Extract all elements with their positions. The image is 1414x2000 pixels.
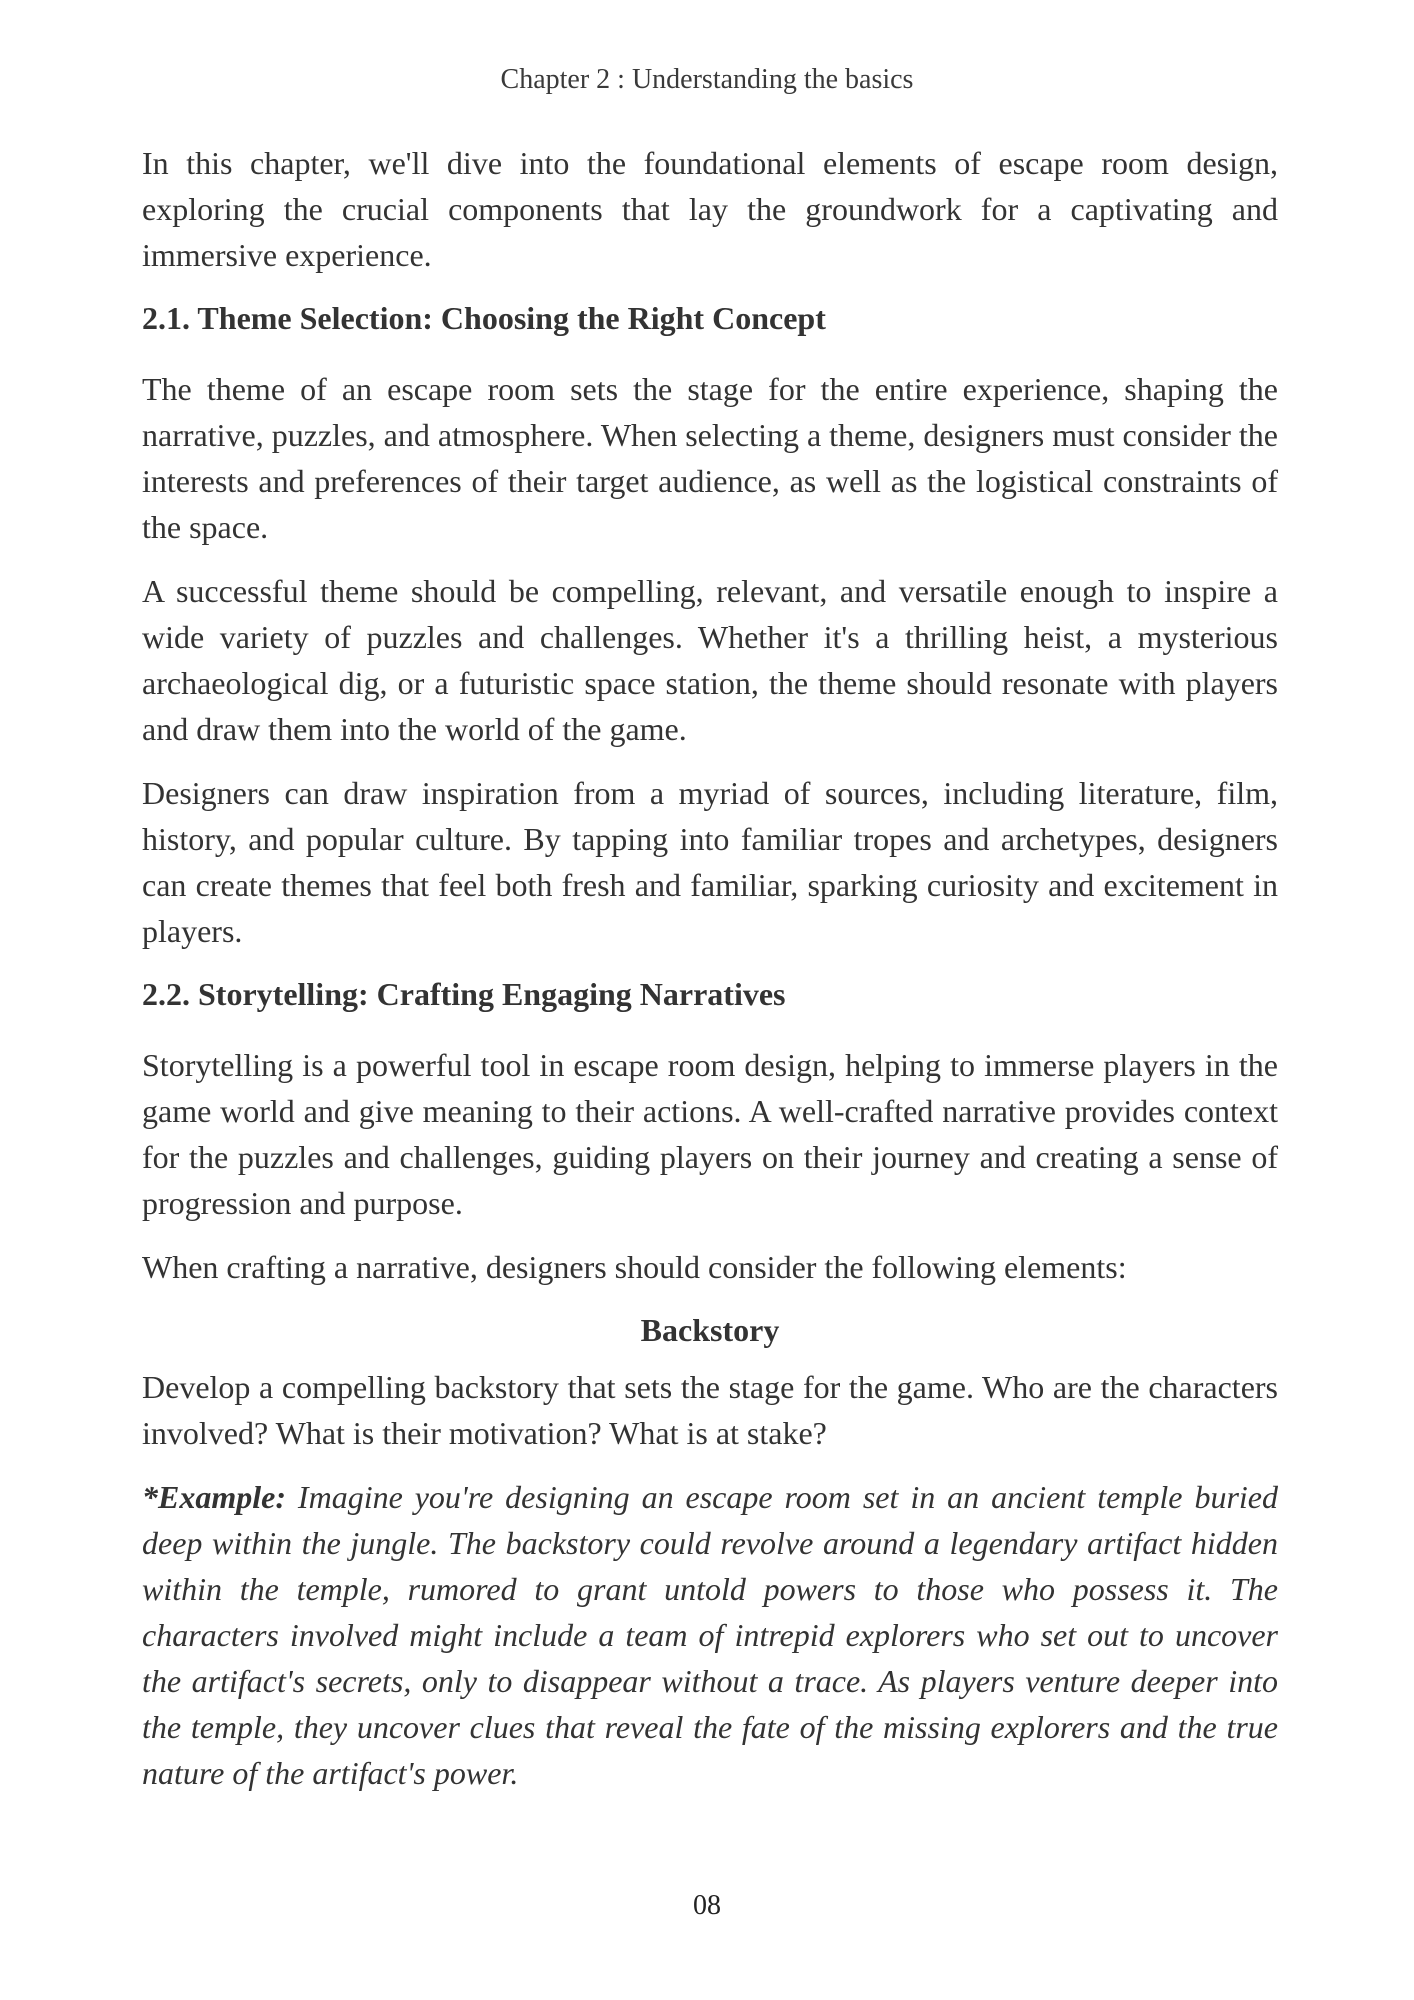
running-head: Chapter 2 : Understanding the basics [500, 64, 914, 95]
paragraph: A successful theme should be compelling, relevant, and versatile enough to inspire a wide variety of puzzles and challenges. Whether it's a thrilling heist, a mysterious archaeological dig, or a futuristic space station, the theme should resonate with players and draw them into the world of the game. [142, 573, 1278, 747]
paragraph: Develop a compelling backstory that sets the stage for the game. Who are the characters involved? What is their motivation? What is at stake? [142, 1369, 1278, 1451]
example-label: *Example: [142, 1479, 286, 1515]
intro-paragraph: In this chapter, we'll dive into the foundational elements of escape room design, exploring the crucial components that lay the groundwork for a captivating and immersive experience. [142, 145, 1278, 273]
page-content [142, 140, 1278, 1796]
section-heading-storytelling: 2.2. Storytelling: Crafting Engaging Narratives [142, 976, 786, 1012]
paragraph: The theme of an escape room sets the stage for the entire experience, shaping the narrative, puzzles, and atmosphere. When selecting a theme, designers must consider the interests and preferences of their target audience, as well as the logistical constraints of the space. [142, 371, 1278, 545]
subheading-backstory: Backstory [640, 1312, 780, 1348]
paragraph: Designers can draw inspiration from a myriad of sources, including literature, film, history, and popular culture. By tapping into familiar tropes and archetypes, designers can create themes that feel both fresh and familiar, sparking curiosity and excitement in players. [142, 775, 1278, 949]
example-paragraph [142, 1474, 1278, 1796]
section-heading-theme-selection: 2.1. Theme Selection: Choosing the Right Concept [142, 300, 826, 336]
example-text: Imagine you're designing an escape room set in an ancient temple buried deep within the jungle. The backstory could revolve around a legendary artifact hidden within the temple, rumored to grant untold powers to those who possess it. The characters involved might include a team of intrepid explorers who set out to uncover the artifact's secrets, only to disappear without a trace. As players venture deeper into the temple, they uncover clues that reveal the fate of the missing explorers and the true nature of the artifact's power. [142, 1479, 1278, 1791]
page-number: 08 [693, 1890, 721, 1921]
paragraph: Storytelling is a powerful tool in escape room design, helping to immerse players in the game world and give meaning to their actions. A well-crafted narrative provides context for the puzzles and challenges, guiding players on their journey and creating a sense of progression and purpose. [142, 1047, 1278, 1221]
paragraph: When crafting a narrative, designers should consider the following elements: [142, 1249, 1127, 1285]
